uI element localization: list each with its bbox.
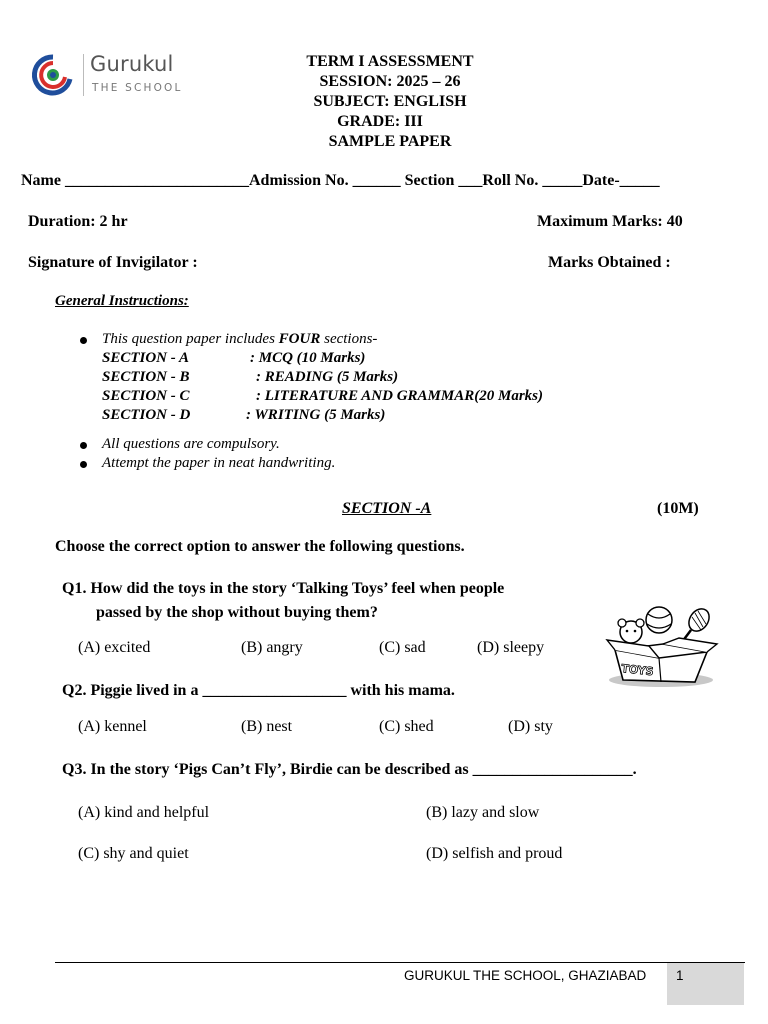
logo-divider [83, 54, 84, 96]
q3-option-d: (D) selfish and proud [426, 845, 563, 862]
section-list-item: SECTION - D [102, 407, 191, 423]
bullet-icon [80, 337, 87, 344]
section-list-item: SECTION - A [102, 350, 189, 366]
footer-school-name: GURUKUL THE SCHOOL, GHAZIABAD [404, 968, 647, 983]
invigilator-signature: Signature of Invigilator : [28, 254, 198, 271]
q3-option-c: (C) shy and quiet [78, 845, 189, 862]
section-a-direction: Choose the correct option to answer the following questions. [55, 538, 465, 555]
section-list-desc: : LITERATURE AND GRAMMAR(20 Marks) [256, 388, 543, 404]
q2-option-a: (A) kennel [78, 718, 147, 735]
student-details-line: Name _______________________Admission No. ______ Section ___Roll No. _____Date-_____ [21, 172, 660, 189]
logo-tagline: THE SCHOOL [92, 82, 183, 94]
q2-option-d: (D) sty [508, 718, 553, 735]
subject-line: SUBJECT: ENGLISH [313, 93, 467, 110]
question-3: Q3. In the story ‘Pigs Can’t Fly’, Birdie can be described as ____________________. [62, 761, 637, 778]
session-line: SESSION: 2025 – 26 [319, 73, 461, 90]
grade-line: GRADE: III [337, 113, 423, 130]
paper-type-line: SAMPLE PAPER [328, 133, 452, 150]
bullet-icon [80, 442, 87, 449]
duration: Duration: 2 hr [28, 213, 128, 230]
q2-option-c: (C) shed [379, 718, 434, 735]
question-1-continued: passed by the shop without buying them? [96, 604, 378, 621]
question-2: Q2. Piggie lived in a __________________ with his mama. [62, 682, 455, 699]
logo-mark-icon [34, 57, 70, 93]
page-number: 1 [676, 968, 684, 983]
maximum-marks: Maximum Marks: 40 [537, 213, 683, 230]
instruction-sections-intro: This question paper includes FOUR sections- [102, 331, 378, 347]
footer-rule [55, 962, 745, 963]
section-list-item: SECTION - C [102, 388, 190, 404]
q1-option-d: (D) sleepy [477, 639, 545, 656]
q3-option-a: (A) kind and helpful [78, 804, 210, 821]
logo-wordmark: Gurukul [90, 52, 174, 76]
section-a-title: SECTION -A [342, 500, 432, 517]
instruction-compulsory: All questions are compulsory. [102, 436, 280, 452]
toys-box-label: TOYS [620, 662, 655, 679]
instruction-handwriting: Attempt the paper in neat handwriting. [102, 455, 336, 471]
section-list-desc: : WRITING (5 Marks) [246, 407, 386, 423]
q1-option-b: (B) angry [241, 639, 303, 656]
q3-option-b: (B) lazy and slow [426, 804, 540, 821]
q2-option-b: (B) nest [241, 718, 293, 735]
bullet-icon [80, 461, 87, 468]
q1-option-c: (C) sad [379, 639, 426, 656]
marks-obtained: Marks Obtained : [548, 254, 671, 271]
section-list-item: SECTION - B [102, 369, 190, 385]
instructions-heading: General Instructions: [55, 293, 189, 309]
q1-option-a: (A) excited [78, 639, 151, 656]
exam-title: TERM I ASSESSMENT [306, 53, 474, 70]
section-a-marks: (10M) [657, 500, 699, 517]
question-1: Q1. How did the toys in the story ‘Talking Toys’ feel when people [62, 580, 505, 597]
toys-box-illustration [603, 600, 721, 688]
section-list-desc: : MCQ (10 Marks) [250, 350, 366, 366]
section-list-desc: : READING (5 Marks) [256, 369, 399, 385]
